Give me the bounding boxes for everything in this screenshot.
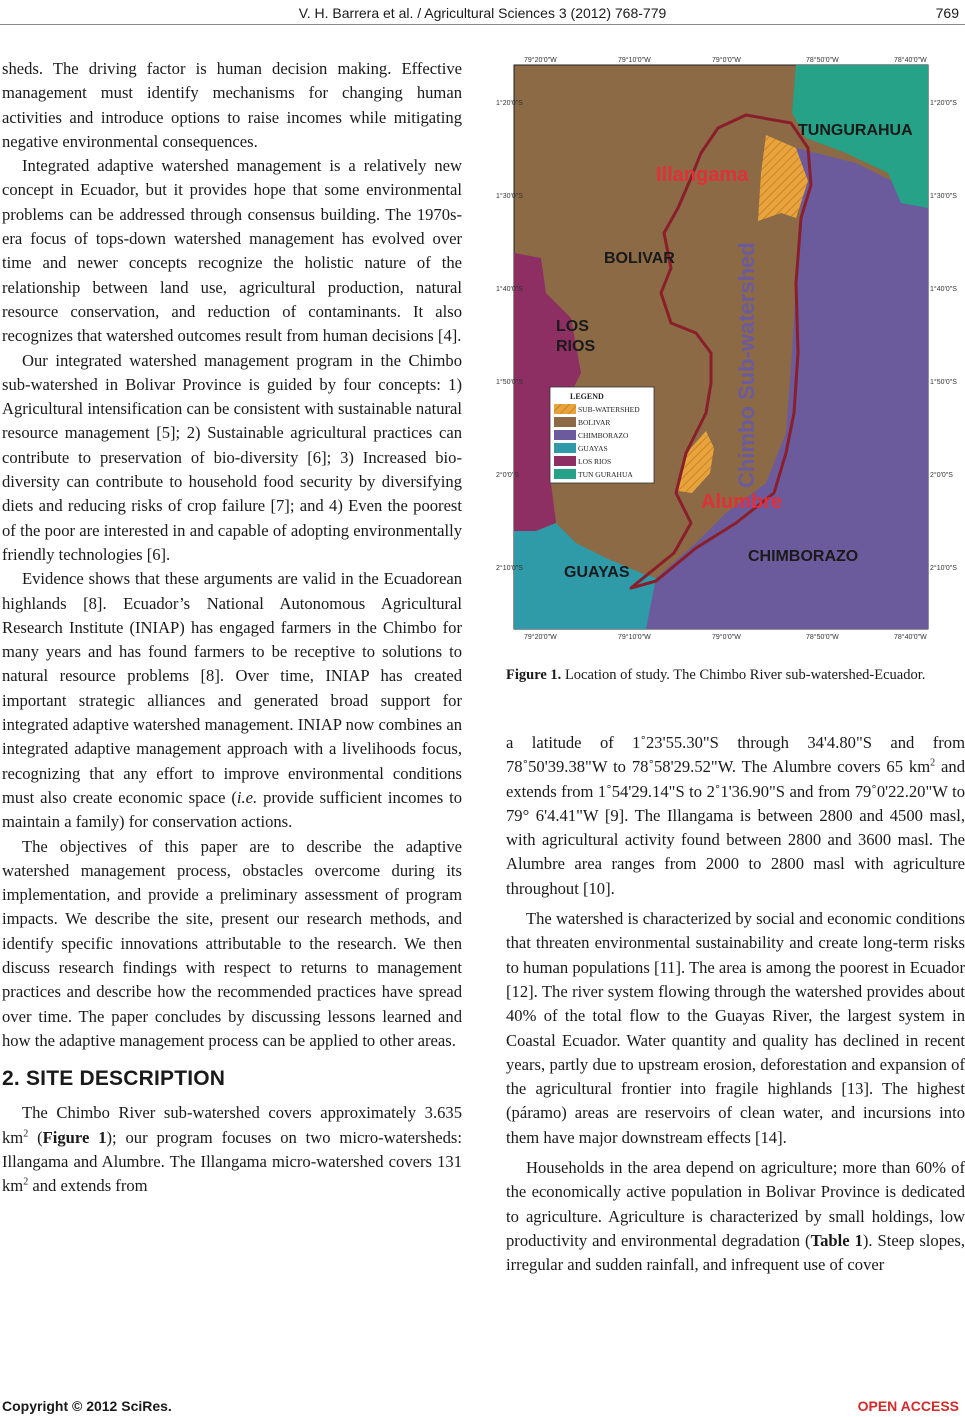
paragraph: The objectives of this paper are to describe the adaptive watershed management process, obstacles overcome during its implementation, and provide a preliminary assessment of program impacts. We describe the site, present our research methods, and identify specific innovations attributable to the research. We then discuss research findings with respect to returns to management practices and describe how the recommended practices have spread over time. The paper concludes by discussing lessons learned and how the adaptive management process can be applied to other areas. bbox=[2, 836, 462, 1050]
lat-label: 2°10'0"S bbox=[930, 565, 957, 572]
region-label-chimborazo: CHIMBORAZO bbox=[748, 548, 859, 565]
table-ref[interactable]: Table 1 bbox=[810, 1230, 863, 1250]
lon-label: 78°50'0"W bbox=[806, 57, 839, 64]
lat-label: 2°0'0"S bbox=[930, 472, 953, 479]
paragraph: a latitude of 1˚23'55.30"S through 34'4.80"S and from 78˚50'39.38"W to 78˚58'29.52"W. The Alumbre covers 65 $km^2$ and extends from 1˚54'29.14"S to 2˚1'36.90"S and from 79˚0'22.20"W to 79° 6'4.41"W [9]. The Illangama is between 2800 and 4500 masl, with agricultural activity found between 2800 and 3600 masl. The Alumbre area ranges from 2000 to 2800 masl with agriculture throughout [10]. bbox=[506, 733, 965, 898]
legend-title: LEGEND bbox=[570, 392, 604, 401]
lat-label: 2°10'0"S bbox=[496, 565, 523, 572]
legend-item: GUAYAS bbox=[578, 444, 608, 453]
map-legend bbox=[550, 387, 654, 483]
page-header bbox=[0, 3, 965, 25]
paragraph: The Chimbo River sub-watershed covers approximately 3.635 $km^2$ (Figure 1); our program focuses on two micro-watersheds: Illangama and Alumbre. The Illangama micro-watershed covers 131 $km^2$ and extends from bbox=[2, 1103, 462, 1196]
open-access-label: OPEN ACCESS bbox=[857, 1398, 959, 1414]
region-label-sub-watershed: Chimbo Sub-watershed bbox=[734, 242, 759, 488]
lon-label: 78°40'0"W bbox=[894, 634, 927, 641]
page-number: 769 bbox=[935, 5, 959, 21]
region-label-bolivar: BOLIVAR bbox=[604, 250, 675, 267]
paragraph: Our integrated watershed management program in the Chimbo sub-watershed in Bolivar Province is guided by four concepts: 1) Agricultural intensification can be consistent with sustainable natural resource management [5]; 2) Sustainable agricultural practices can contribute to preservation of bio-diversity [6]; 3) Increased bio-diversity can contribute to household food security by diversifying diets and reducing risks of crop failure [7]; and 4) Even the poorest of the poor are interested in and capable of adopting environmentally friendly technologies [6]. bbox=[2, 350, 462, 564]
lat-label: 1°40'0"S bbox=[930, 286, 957, 293]
figure-caption: Figure 1. Location of study. The Chimbo River sub-watershed-Ecuador. bbox=[506, 667, 926, 683]
copyright-notice: Copyright © 2012 SciRes. bbox=[2, 1398, 172, 1414]
paragraph: Households in the area depend on agriculture; more than 60% of the economically active population in Bolivar Province is dedicated to agriculture. Agriculture is characterized by small holdings, low productivity and environmental degradation (Table 1). Steep slopes, irregular and sudden rainfall, and infrequent use of cover bbox=[506, 1158, 965, 1275]
region-label-guayas: GUAYAS bbox=[564, 564, 630, 581]
left-column bbox=[2, 57, 462, 1199]
lat-label: 1°40'0"S bbox=[496, 286, 523, 293]
lat-label: 1°30'0"S bbox=[496, 193, 523, 200]
lat-label: 1°30'0"S bbox=[930, 193, 957, 200]
section-heading: 2. SITE DESCRIPTION bbox=[2, 1067, 226, 1091]
lon-label: 79°0'0"W bbox=[712, 57, 741, 64]
paragraph: Evidence shows that these arguments are valid in the Ecuadorean highlands [8]. Ecuador’s National Autonomous Agricultural Research Institute (INIAP) has engaged farmers in the Chimbo for many years and has found farmers to be receptive to solutions to natural resource problems [8]. Over time, INIAP has created important strategic alliances and generated broad support for integrated adaptive watershed management. INIAP now combines an integrated adaptive management approach with a livelihoods focus, recognizing that any effort to improve environmental conditions must also create economic space (i.e. provide sufficient incomes to maintain a family) for conservation actions. bbox=[2, 569, 462, 832]
lat-label: 1°50'0"S bbox=[930, 379, 957, 386]
region-label-illangama: Illangama bbox=[656, 164, 749, 186]
legend-item: LOS RIOS bbox=[578, 457, 612, 466]
legend-item: TUN GURAHUA bbox=[578, 470, 633, 479]
lat-label: 1°50'0"S bbox=[496, 379, 523, 386]
region-label-los-rios: RIOS bbox=[556, 338, 596, 355]
paragraph: sheds. The driving factor is human decision making. Effective management must identify mechanisms for changing human activities and introduce options to raise incomes while mitigating negative environmental consequences. bbox=[2, 59, 462, 151]
lat-label: 1°20'0"S bbox=[930, 100, 957, 107]
lon-label: 79°10'0"W bbox=[618, 634, 651, 641]
lon-label: 78°50'0"W bbox=[806, 634, 839, 641]
lat-label: 2°0'0"S bbox=[496, 472, 519, 479]
right-column bbox=[506, 731, 965, 1278]
figure-ref[interactable]: Figure 1 bbox=[42, 1127, 107, 1147]
region-label-los-rios: LOS bbox=[556, 318, 589, 335]
lon-label: 78°40'0"W bbox=[894, 57, 927, 64]
legend-item: BOLIVAR bbox=[578, 418, 611, 427]
paragraph: The watershed is characterized by social and economic conditions that threaten environmental sustainability and create long-term risks to human populations [11]. The area is among the poorest in Ecuador [12]. The river system flowing through the watershed provides about 40% of the total flow to the Guayas River, the largest system in Coastal Ecuador. Water quantity and quality has declined in recent years, partly due to upstream erosion, deforestation and expansion of the agricultural frontier into fragile highlands [13]. The highest (páramo) areas are reservoirs of clean water, and incursions into them have major downstream effects [14]. bbox=[506, 909, 965, 1147]
study-area-map bbox=[496, 53, 957, 653]
lon-label: 79°10'0"W bbox=[618, 57, 651, 64]
region-label-alumbre: Alumbre bbox=[701, 491, 783, 513]
lon-label: 79°20'0"W bbox=[524, 634, 557, 641]
region-label-tungurahua: TUNGURAHUA bbox=[798, 122, 913, 139]
legend-item: CHIMBORAZO bbox=[578, 431, 629, 440]
running-title: V. H. Barrera et al. / Agricultural Sciences 3 (2012) 768-779 bbox=[298, 5, 667, 21]
lon-label: 79°20'0"W bbox=[524, 57, 557, 64]
lon-label: 79°0'0"W bbox=[712, 634, 741, 641]
paragraph: Integrated adaptive watershed management is a relatively new concept in Ecuador, but it provides hope that some environmental problems can be addressed through consensus building. The 1970s-era focus of tops-down watershed management has evolved over time and newer concepts recognize the holistic nature of the relationship between land use, agricultural production, natural resource conservation, and reduction of contaminants. It also recognizes that watershed outcomes result from human decisions [4]. bbox=[2, 156, 462, 346]
legend-item: SUB-WATERSHED bbox=[578, 405, 640, 414]
lat-label: 1°20'0"S bbox=[496, 100, 523, 107]
header-rule bbox=[0, 24, 965, 25]
